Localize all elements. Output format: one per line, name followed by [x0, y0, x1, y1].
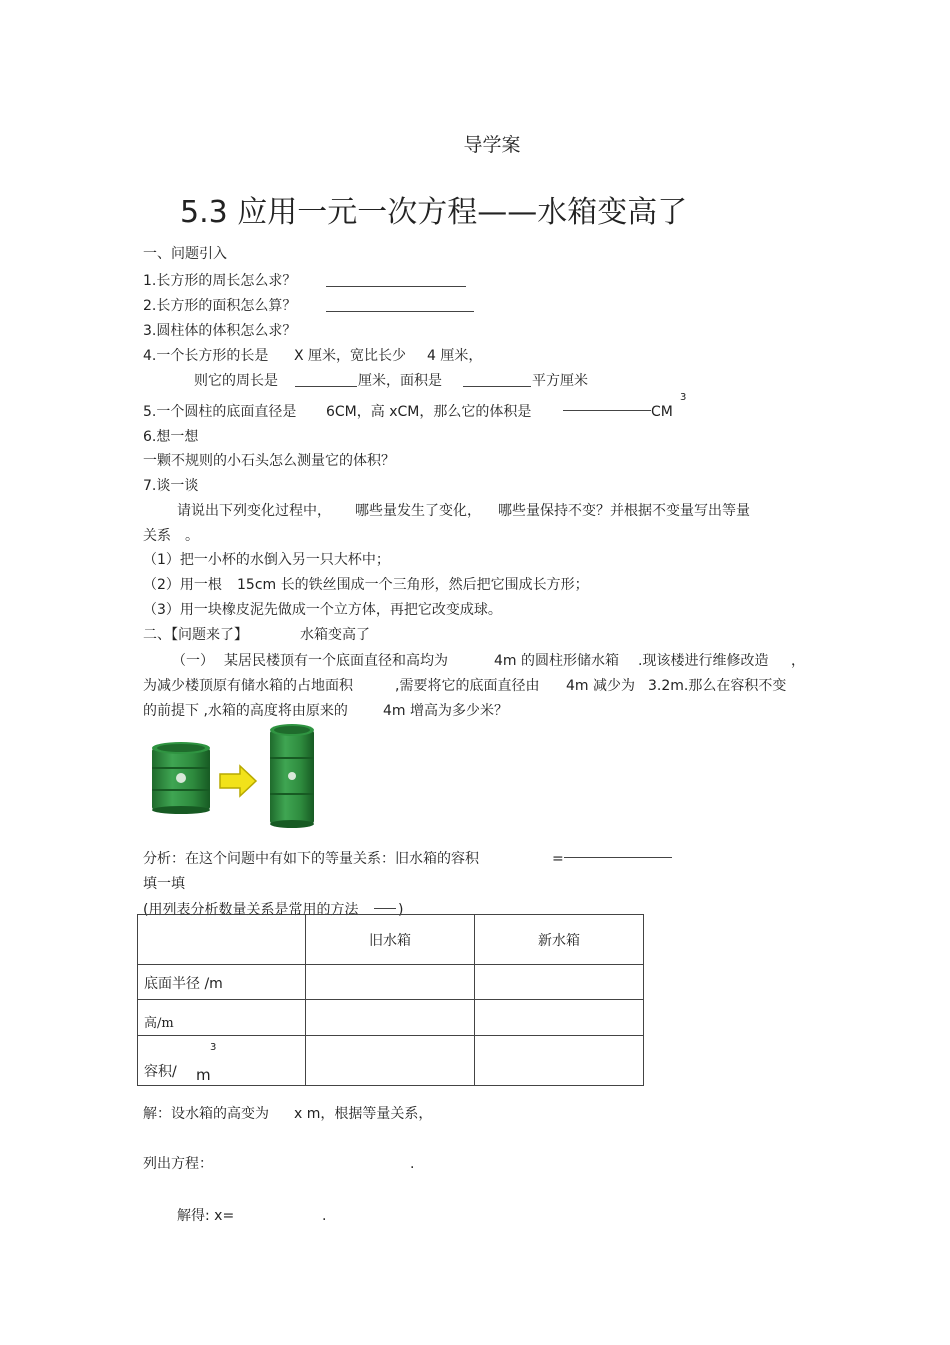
solution-let-a: 解：设水箱的高变为 — [143, 1106, 269, 1122]
solution-let-b: x m，根据等量关系， — [294, 1106, 433, 1122]
item-1: （1）把一小杯的水倒入另一只大杯中； — [143, 552, 390, 568]
question-7-e: 。 — [185, 528, 199, 544]
question-7: 7.谈一谈 — [143, 478, 199, 494]
question-7-b: 哪些量发生了变化， — [355, 503, 481, 519]
old-barrel-icon — [150, 740, 212, 814]
analysis-text: 分析：在这个问题中有如下的等量关系：旧水箱的容积 — [143, 851, 479, 867]
question-4-b: X 厘米，宽比长少 — [294, 348, 407, 364]
question-3: 3.圆柱体的体积怎么求？ — [143, 323, 297, 339]
question-6-text: 一颗不规则的小石头怎么测量它的体积？ — [143, 453, 395, 469]
cell-new-height[interactable] — [475, 1000, 644, 1036]
problem-line1-d: .现该楼进行维修改造 — [638, 653, 769, 669]
solve-period: . — [322, 1208, 327, 1224]
problem-line2-b: ,需要将它的底面直径由 — [395, 678, 540, 694]
problem-line1-a: （一） — [172, 653, 214, 669]
question-2: 2.长方形的面积怎么算？ — [143, 298, 297, 314]
cell-old-height[interactable] — [306, 1000, 475, 1036]
table-header-blank — [138, 915, 306, 965]
answer-blank-perimeter — [295, 386, 357, 387]
answer-blank-volume — [563, 410, 651, 411]
comparison-table — [137, 914, 644, 1086]
row-label-radius: 底面半径 /m — [138, 965, 306, 1000]
question-4-a: 4.一个长方形的长是 — [143, 348, 269, 364]
question-5-a: 5.一个圆柱的底面直径是 — [143, 404, 297, 420]
row-label-height: 高/m — [138, 1000, 306, 1036]
answer-blank-2 — [326, 311, 474, 312]
answer-blank-1 — [326, 286, 466, 287]
analysis-blank — [564, 857, 672, 858]
cell-old-radius[interactable] — [306, 965, 475, 1000]
question-6: 6.想一想 — [143, 429, 199, 445]
table-header-old: 旧水箱 — [306, 915, 475, 965]
table-header-new: 新水箱 — [475, 915, 644, 965]
question-4-f: 平方厘米 — [532, 373, 588, 389]
answer-blank-area — [463, 386, 531, 387]
question-5-unit: CM — [651, 404, 673, 420]
equation-period: . — [410, 1156, 415, 1172]
question-7-a: 请说出下列变化过程中， — [177, 503, 331, 519]
header-label: 导学案 — [463, 134, 521, 156]
problem-line1-e: ， — [791, 653, 805, 669]
problem-line2-c: 4m 减少为 — [566, 678, 635, 694]
analysis-equals: = — [552, 851, 564, 867]
question-4-e: 厘米，面积是 — [358, 373, 442, 389]
problem-line1-b: 某居民楼顶有一个底面直径和高均为 — [224, 653, 448, 669]
item-3: （3）用一块橡皮泥先做成一个立方体，再把它改变成球。 — [143, 602, 502, 618]
question-4-d: 则它的周长是 — [194, 373, 278, 389]
problem-line3-b: 4m 增高为多少米？ — [383, 703, 508, 719]
fill-in-label: 填一填 — [143, 876, 185, 892]
question-4-c: 4 厘米， — [427, 348, 483, 364]
cell-new-radius[interactable] — [475, 965, 644, 1000]
table-note-blank — [374, 908, 396, 909]
arrow-right-icon — [218, 764, 258, 802]
section1-heading: 一、问题引入 — [143, 246, 227, 262]
cell-old-volume[interactable] — [306, 1036, 475, 1086]
solve-label: 解得: x= — [177, 1208, 235, 1224]
problem-line2-d: 3.2m.那么在容积不变 — [648, 678, 787, 694]
cell-new-volume[interactable] — [475, 1036, 644, 1086]
question-5-unit-sup: 3 — [680, 392, 687, 403]
problem-line1-c: 4m 的圆柱形储水箱 — [494, 653, 619, 669]
problem-line3-a: 的前提下 ,水箱的高度将由原来的 — [143, 703, 348, 719]
section2-heading: 二、【问题来了】 — [143, 627, 248, 643]
item-2-a: （2）用一根 — [143, 577, 222, 593]
question-7-c: 哪些量保持不变？并根据不变量写出等量 — [498, 503, 750, 519]
section2-heading-2: 水箱变高了 — [300, 627, 370, 643]
question-1: 1.长方形的周长怎么求？ — [143, 273, 297, 289]
equation-label: 列出方程： — [143, 1156, 213, 1172]
problem-line2-a: 为减少楼顶原有储水箱的占地面积 — [143, 678, 353, 694]
volume-unit: m — [196, 1066, 211, 1084]
question-5-b: 6CM，高 xCM，那么它的体积是 — [326, 404, 532, 420]
page-title: 5.3 应用一元一次方程——水箱变高了 — [180, 195, 688, 230]
question-7-d: 关系 — [143, 528, 171, 544]
item-2-b: 15cm 长的铁丝围成一个三角形，然后把它围成长方形； — [237, 577, 589, 593]
new-barrel-icon — [268, 722, 316, 828]
table-note-end: ) — [398, 902, 404, 918]
table-note: (用列表分析数量关系是常用的方法 — [143, 902, 359, 918]
volume-unit-sup: 3 — [210, 1042, 217, 1053]
row-label-volume-text: 容积/ — [144, 1064, 177, 1080]
row-label-volume — [138, 1036, 306, 1086]
